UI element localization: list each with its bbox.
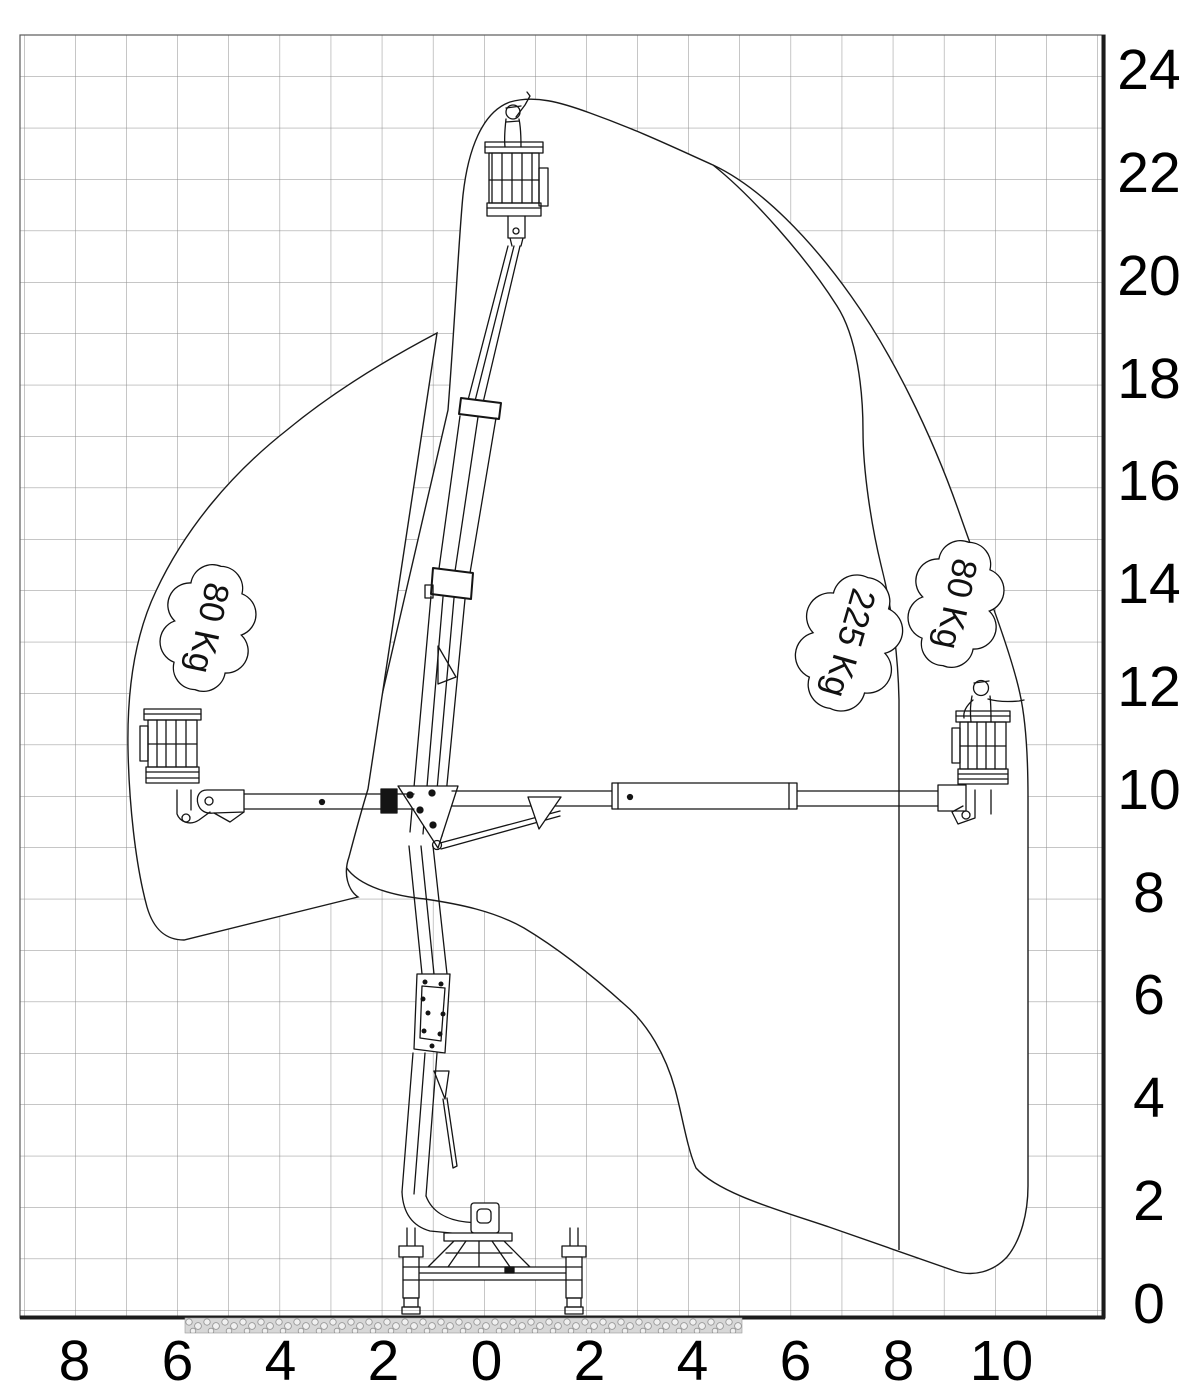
y-axis-tick-label: 6 bbox=[1133, 963, 1165, 1028]
load-label-center: 225 Kg bbox=[814, 584, 884, 702]
y-axis-tick-label: 4 bbox=[1133, 1066, 1165, 1131]
y-axis-labels bbox=[1104, 19, 1194, 1355]
x-axis-tick-label: 2 bbox=[573, 1329, 606, 1393]
y-axis-tick-label: 22 bbox=[1117, 141, 1181, 206]
x-axis-tick-label: 4 bbox=[676, 1329, 709, 1393]
x-axis-tick-label: 6 bbox=[161, 1329, 194, 1393]
x-axis-tick-label: 2 bbox=[367, 1329, 400, 1393]
x-axis-tick-label: 4 bbox=[264, 1329, 297, 1393]
x-axis-tick-label: 8 bbox=[58, 1329, 91, 1393]
y-axis-tick-label: 0 bbox=[1133, 1271, 1165, 1336]
y-axis-tick-label: 12 bbox=[1117, 654, 1181, 719]
y-axis-tick-label: 10 bbox=[1117, 757, 1181, 822]
x-axis-tick-label: 8 bbox=[882, 1329, 915, 1393]
y-axis-tick-label: 14 bbox=[1117, 552, 1181, 617]
y-axis-tick-label: 20 bbox=[1117, 243, 1181, 308]
chassis-beam bbox=[405, 1267, 579, 1280]
x-axis-labels bbox=[23, 1330, 1053, 1392]
y-axis-tick-label: 24 bbox=[1117, 38, 1181, 103]
x-axis-tick-label: 0 bbox=[470, 1329, 503, 1393]
x-axis-tick-label: 10 bbox=[969, 1329, 1034, 1393]
y-axis-tick-label: 16 bbox=[1117, 449, 1181, 514]
y-axis-tick-label: 18 bbox=[1117, 346, 1181, 411]
y-axis-tick-label: 2 bbox=[1133, 1168, 1165, 1233]
load-label-right: 80 Kg bbox=[927, 555, 985, 653]
x-axis-tick-label: 6 bbox=[779, 1329, 812, 1393]
load-label-left: 80 Kg bbox=[179, 579, 237, 677]
y-axis-tick-label: 8 bbox=[1133, 860, 1165, 925]
